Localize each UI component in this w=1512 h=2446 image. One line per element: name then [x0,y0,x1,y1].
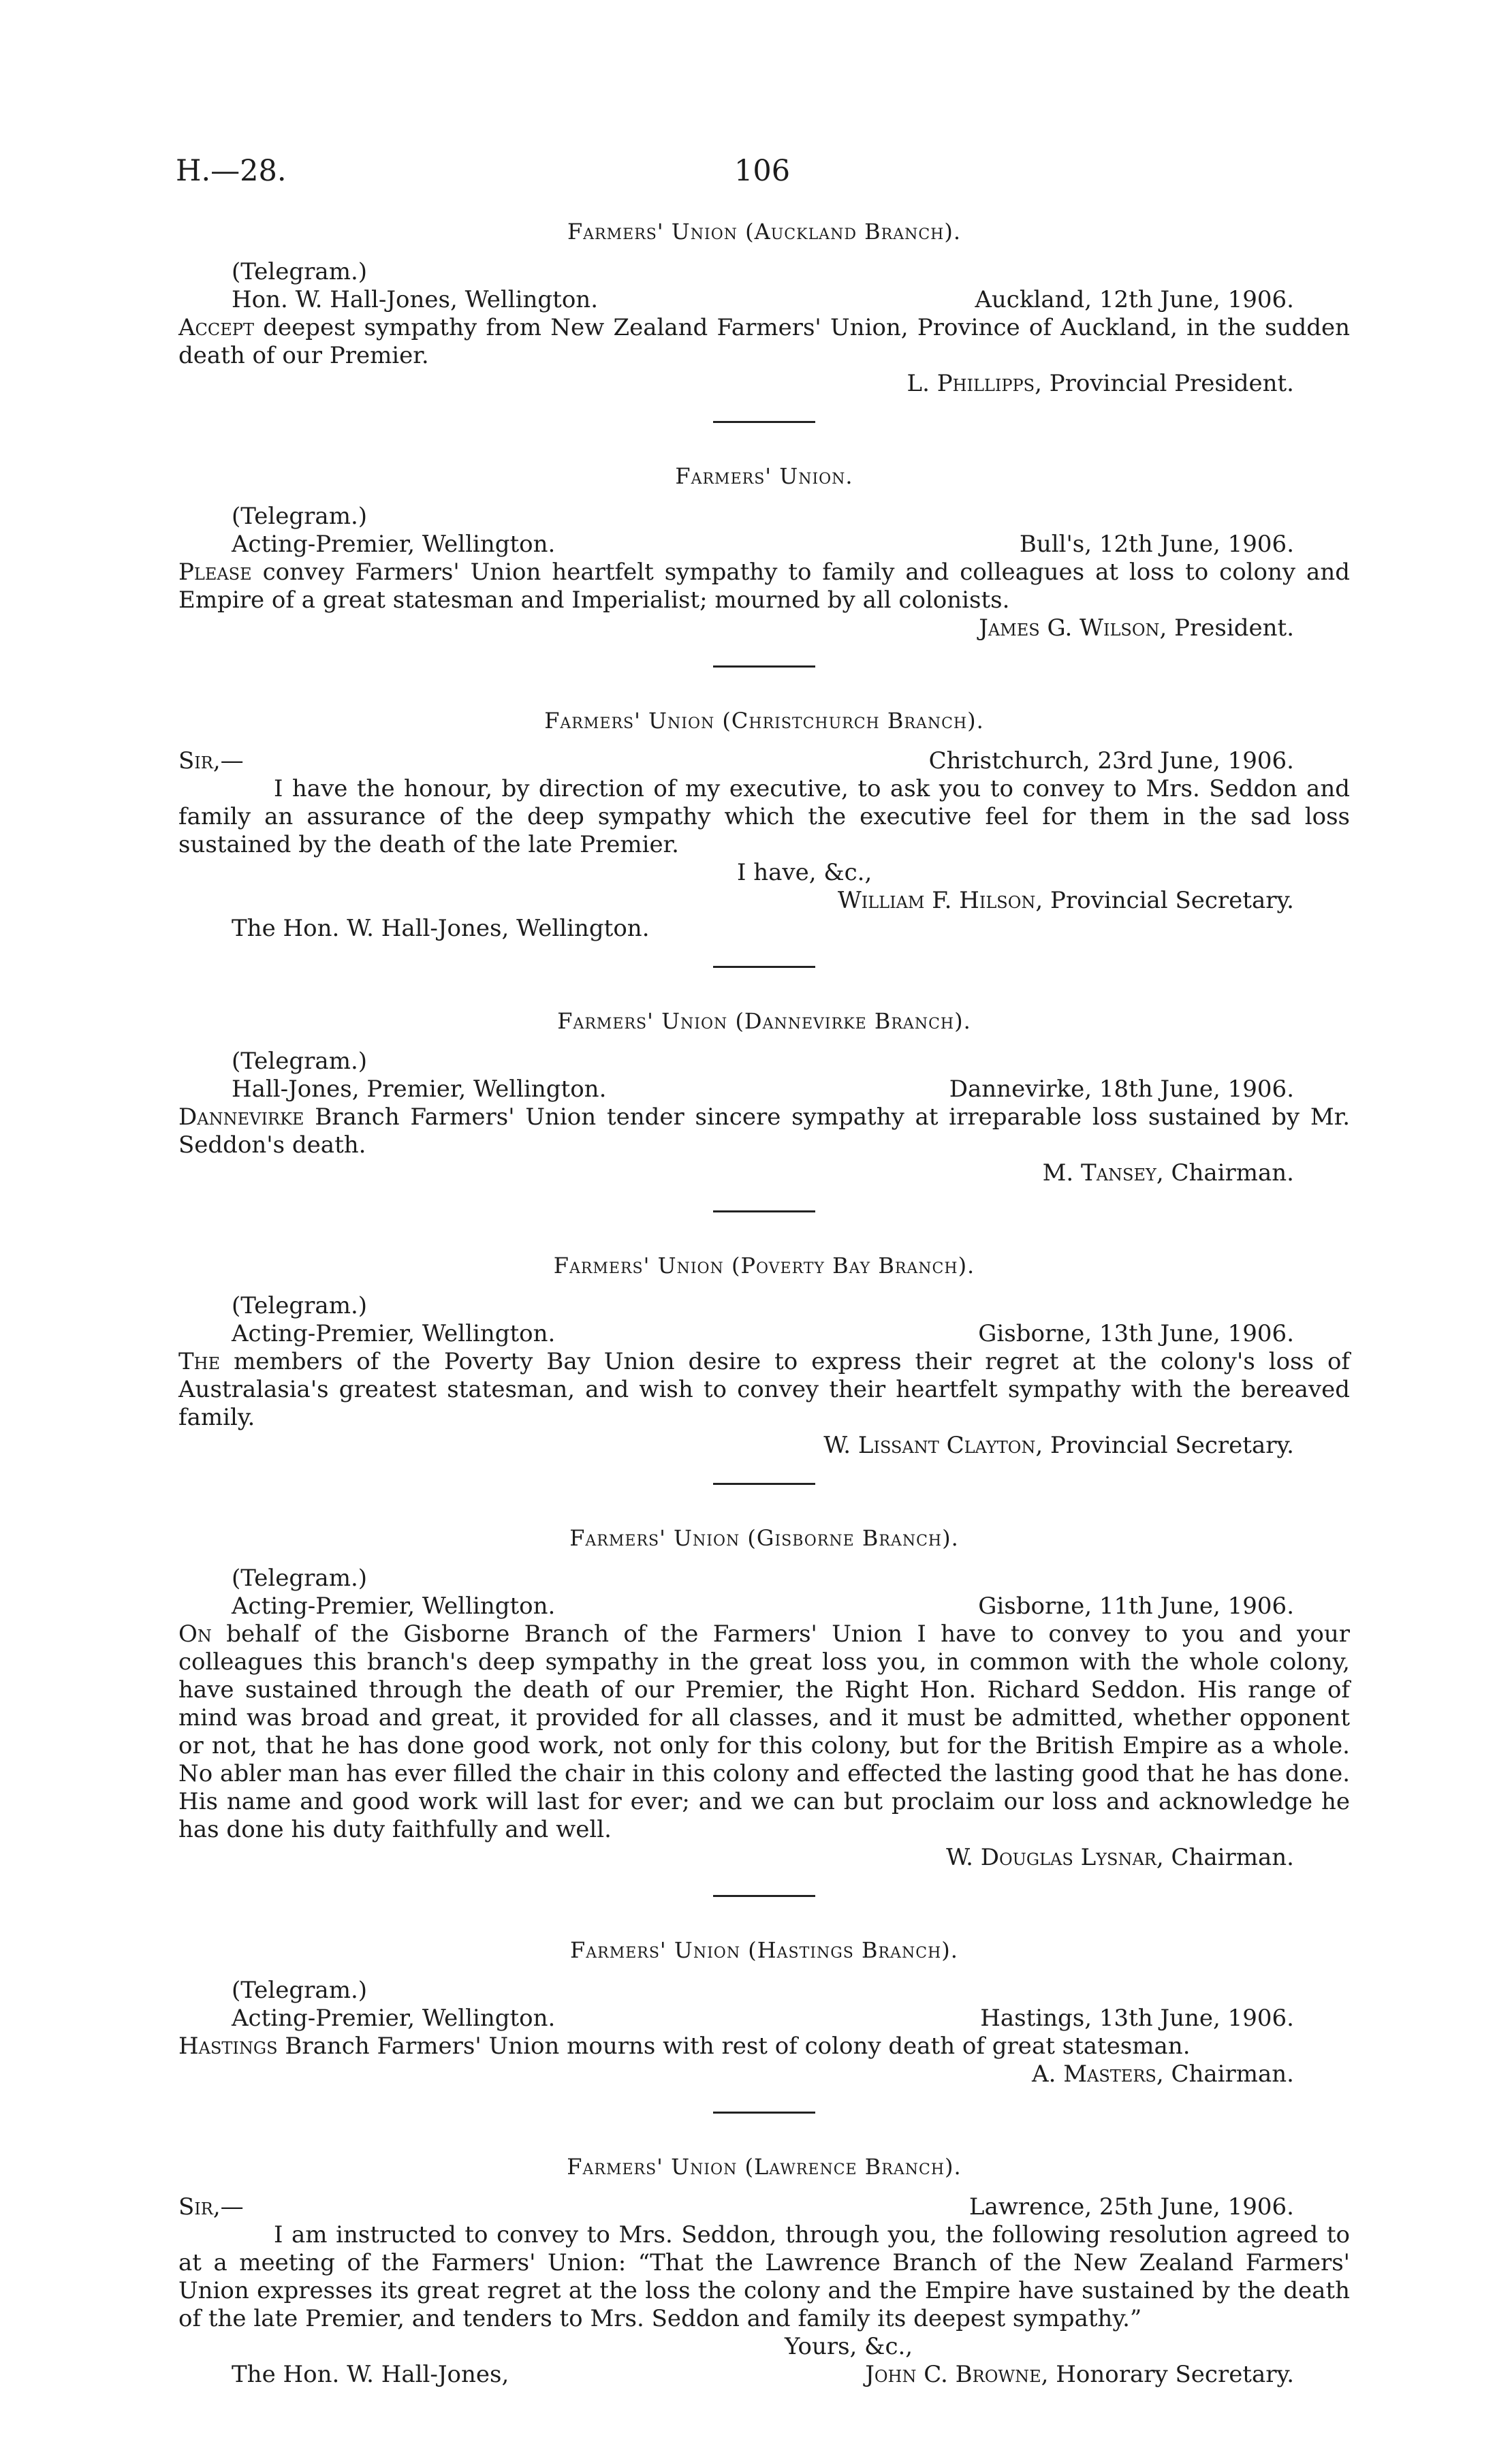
section-heading: Farmers' Union. [675,463,853,489]
telegram-label: (Telegram.) [232,1048,368,1075]
addressee: The Hon. W. Hall-Jones, Wellington. [232,915,650,942]
section-divider [713,665,815,668]
message-body: Hastings Branch Farmers' Union mourns with rest of colony death of great statesman. [178,2033,1191,2060]
salutation: Sir,— [178,2193,244,2221]
section-divider [713,1895,815,1897]
signature: James G. Wilson, President. [979,614,1294,642]
section-divider [713,966,815,968]
addressee: Acting-Premier, Wellington. [232,1320,556,1347]
message-body: Please convey Farmers' Union heartfelt sympathy to family and colleagues at loss to colony and Empire of a great statesman and Imperialist; mourned by all colonists. [178,559,1350,614]
letter-body: I have the honour, by direction of my executive, to ask you to convey to Mrs. Seddon and family an assurance of the deep sympathy which the executive feel for them in the sad loss sustained by the death of the late Premier. [178,775,1350,858]
letter-auckland [178,218,1350,398]
closing: I have, &c., [737,859,872,886]
letter-bulls [178,462,1350,642]
signature: John C. Browne, Honorary Secretary. [865,2361,1294,2388]
telegram-label: (Telegram.) [232,1292,368,1319]
section-heading: Farmers' Union (Poverty Bay Branch). [553,1253,975,1279]
document-body [178,218,1350,2389]
place-date: Hastings, 13th June, 1906. [980,2005,1294,2032]
telegram-label: (Telegram.) [232,1977,368,2004]
section-heading: Farmers' Union (Dannevirke Branch). [557,1008,971,1034]
closing: Yours, &c., [785,2333,913,2360]
section-heading: Farmers' Union (Gisborne Branch). [569,1525,959,1551]
place-date: Gisborne, 11th June, 1906. [978,1593,1294,1620]
signature: W. Lissant Clayton, Provincial Secretary. [823,1432,1294,1459]
section-heading: Farmers' Union (Hastings Branch). [570,1937,958,1963]
signature: A. Masters, Chairman. [1032,2060,1294,2088]
section-divider [713,2112,815,2114]
message-body: The members of the Poverty Bay Union desire to express their regret at the colony's loss of Australasia's greatest statesman, and wish to convey their heartfelt sympathy with the bereaved family. [178,1348,1350,1431]
place-date: Dannevirke, 18th June, 1906. [949,1076,1294,1103]
addressee: Hon. W. Hall-Jones, Wellington. [232,286,599,313]
section-heading: Farmers' Union (Lawrence Branch). [567,2154,962,2180]
place-date: Auckland, 12th June, 1906. [975,286,1294,313]
addressee: Hall-Jones, Premier, Wellington. [232,1076,607,1103]
letter-hastings [178,1937,1350,2088]
place-date: Christchurch, 23rd June, 1906. [928,747,1294,774]
section-divider [713,1210,815,1212]
telegram-label: (Telegram.) [232,1565,368,1592]
letter-body: I am instructed to convey to Mrs. Seddon, through you, the following resolution agreed to at a meeting of the Farmers' Union: “That the Lawrence Branch of the New Zealand Farmers' Union expresses its great regret at the loss the colony and the Empire have sustained by the death of the late Premier, and tenders to Mrs. Seddon and family its deepest sympathy.” [178,2221,1350,2332]
addressee: Acting-Premier, Wellington. [232,1593,556,1620]
page-identifier: H.—28. [176,154,287,188]
letter-dannevirke [178,1007,1350,1187]
section-divider [713,421,815,423]
section-heading: Farmers' Union (Christchurch Branch). [544,708,984,734]
letter-poverty-bay [178,1252,1350,1460]
message-body: Accept deepest sympathy from New Zealand Farmers' Union, Province of Auckland, in the sudden death of our Premier. [178,314,1350,369]
telegram-label: (Telegram.) [232,258,368,285]
section-heading: Farmers' Union (Auckland Branch). [567,219,962,245]
place-date: Bull's, 12th June, 1906. [1019,531,1294,558]
signature: M. Tansey, Chairman. [1042,1159,1294,1187]
addressee: The Hon. W. Hall-Jones, [232,2361,509,2388]
salutation: Sir,— [178,747,244,774]
place-date: Gisborne, 13th June, 1906. [978,1320,1294,1347]
letter-gisborne [178,1524,1350,1872]
signature: W. Douglas Lysnar, Chairman. [946,1844,1294,1871]
section-divider [713,1483,815,1485]
page-number: 106 [734,154,791,188]
telegram-label: (Telegram.) [232,503,368,530]
signature: William F. Hilson, Provincial Secretary. [837,887,1294,914]
letter-christchurch [178,707,1350,943]
place-date: Lawrence, 25th June, 1906. [968,2193,1294,2221]
addressee: Acting-Premier, Wellington. [232,531,556,558]
addressee: Acting-Premier, Wellington. [232,2005,556,2032]
letter-lawrence [178,2153,1350,2389]
message-body: On behalf of the Gisborne Branch of the Farmers' Union I have to convey to you and your colleagues this branch's deep sympathy in the great loss you, in common with the whole colony, have sustained through the death of our Premier, the Right Hon. Richard Seddon. His range of mind was broad and great, it provided for all classes, and it must be admitted, whether opponent or not, that he has done good work, not only for this colony, but for the British Empire as a whole. No abler man has ever filled the chair in this colony and effected the lasting good that he has done. His name and good work will last for ever; and we can but proclaim our loss and acknowledge he has done his duty faithfully and well. [178,1620,1350,1843]
signature: L. Phillipps, Provincial President. [907,370,1294,397]
message-body: Dannevirke Branch Farmers' Union tender sincere sympathy at irreparable loss sustained by Mr. Seddon's death. [178,1103,1350,1159]
